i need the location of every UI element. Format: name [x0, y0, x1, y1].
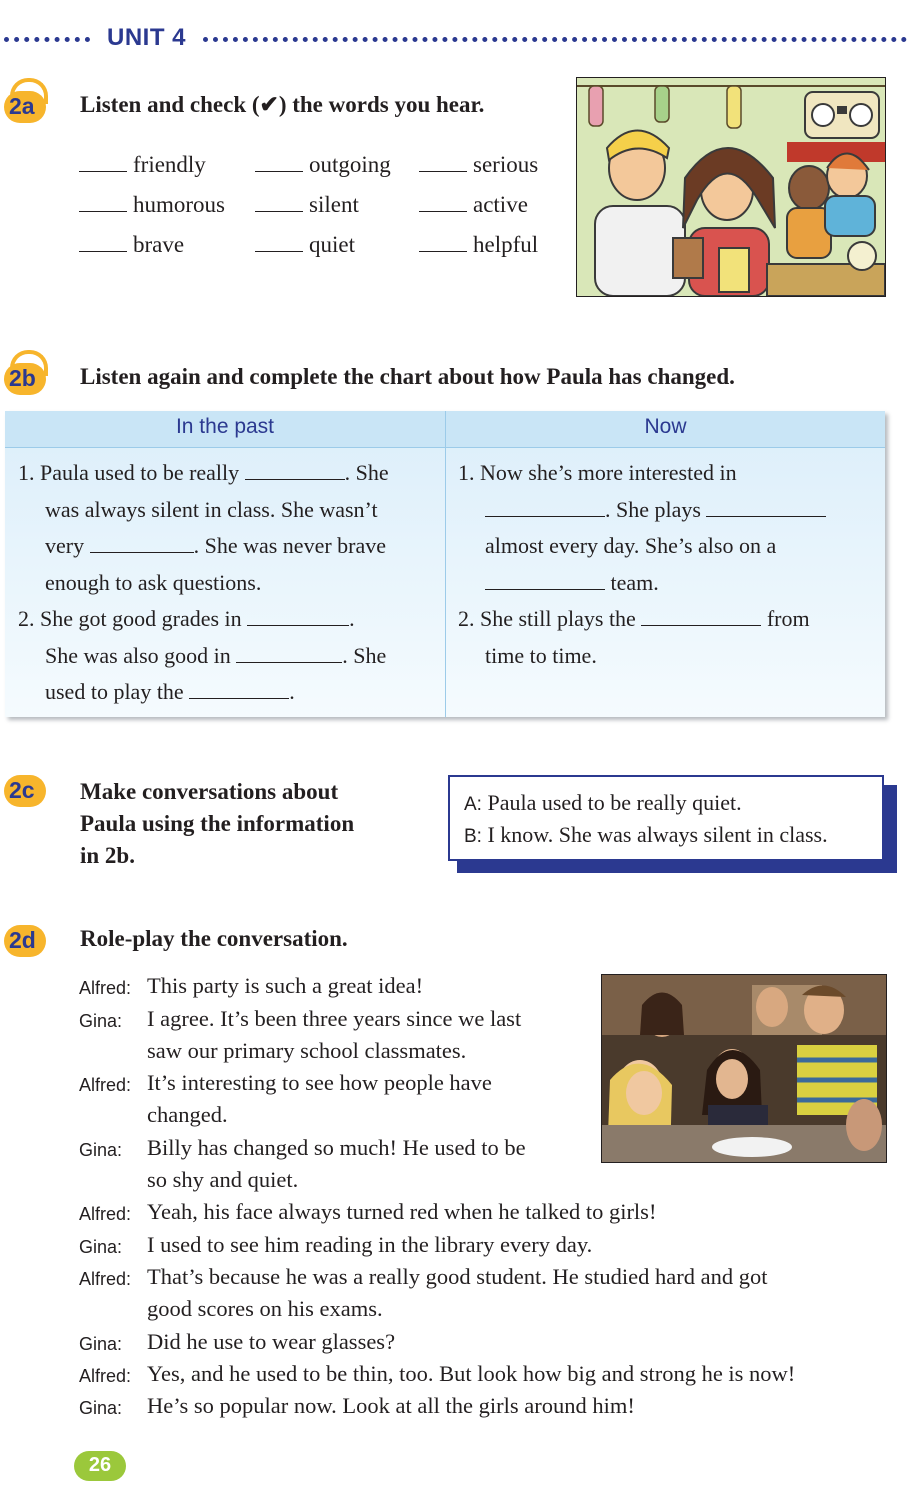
conversation-line: changed.	[147, 1102, 228, 1127]
section-2d-instruction: Role-play the conversation.	[80, 926, 348, 951]
section-2a-badge: 2a	[4, 91, 46, 123]
conversation-line: so shy and quiet.	[147, 1167, 299, 1192]
party-photo	[601, 974, 887, 1163]
example-conversation-box	[448, 775, 884, 861]
section-2c-badge: 2c	[4, 775, 46, 807]
answer-blank[interactable]	[706, 498, 826, 517]
speaker-label: Gina:	[79, 1140, 123, 1160]
section-2a-instruction: Listen and check (✔) the words you hear.	[80, 92, 485, 117]
conversation-line: Did he use to wear glasses?	[147, 1329, 396, 1354]
conversation-line: That’s because he was a really good student. He studied hard and got	[147, 1264, 768, 1289]
speaker-label: Gina:	[79, 1011, 123, 1031]
conversation-line: saw our primary school classmates.	[147, 1038, 467, 1063]
word-checkbox[interactable]: helpful	[419, 231, 538, 258]
chart-past-line: 1. Paula used to be really . She	[18, 460, 389, 485]
word-checkbox[interactable]: serious	[419, 151, 538, 178]
chart-now-line: . She plays	[485, 497, 826, 523]
chart-column-divider	[445, 411, 446, 717]
conversation-line: He’s so popular now. Look at all the girls around him!	[147, 1393, 635, 1418]
chart-now-line: 1. Now she’s more interested in	[458, 460, 737, 485]
chart-past-line: enough to ask questions.	[45, 570, 262, 595]
conversation-line: Yes, and he used to be thin, too. But look how big and strong he is now!	[147, 1361, 796, 1386]
unit-title: UNIT 4	[107, 24, 187, 51]
answer-blank[interactable]	[247, 607, 349, 626]
answer-blank[interactable]	[90, 534, 194, 553]
conversation-line: good scores on his exams.	[147, 1296, 383, 1321]
word-checkbox[interactable]: outgoing	[255, 151, 391, 178]
speaker-label: Alfred:	[79, 1204, 132, 1224]
chart-now-line: almost every day. She’s also on a	[485, 533, 777, 558]
chart-past-line: 2. She got good grades in .	[18, 606, 355, 631]
speaker-label: Alfred:	[79, 978, 132, 998]
answer-blank[interactable]	[641, 607, 761, 626]
party-illustration	[576, 77, 886, 297]
word-checkbox[interactable]: silent	[255, 191, 359, 218]
speaker-label: Gina:	[79, 1334, 123, 1354]
chart-past-line: was always silent in class. She wasn’t	[45, 497, 378, 522]
word-checkbox[interactable]: quiet	[255, 231, 355, 258]
chart-now-line: 2. She still plays the from	[458, 606, 810, 631]
example-line-b: B: I know. She was always silent in class.	[464, 822, 828, 847]
page-number: 26	[88, 1454, 112, 1476]
speaker-label: Alfred:	[79, 1075, 132, 1095]
word-checkbox[interactable]: brave	[79, 231, 184, 258]
chart-past-line: She was also good in . She	[45, 643, 387, 668]
header-dots-left	[4, 37, 90, 42]
conversation-line: Billy has changed so much! He used to be	[147, 1135, 526, 1160]
conversation-line: This party is such a great idea!	[147, 973, 424, 998]
speaker-label: Gina:	[79, 1398, 123, 1418]
section-2b-instruction: Listen again and complete the chart about how Paula has changed.	[80, 364, 735, 389]
conversation-line: I agree. It’s been three years since we last	[147, 1006, 522, 1031]
word-checkbox[interactable]: humorous	[79, 191, 225, 218]
change-chart	[5, 411, 885, 717]
word-checkbox[interactable]: active	[419, 191, 528, 218]
section-2d-badge: 2d	[4, 925, 46, 957]
conversation-line: It’s interesting to see how people have	[147, 1070, 492, 1095]
chart-past-line: used to play the .	[45, 679, 295, 704]
header-dots-right	[203, 37, 907, 42]
speaker-label: Alfred:	[79, 1366, 132, 1386]
word-checkbox[interactable]: friendly	[79, 151, 206, 178]
speaker-label: Alfred:	[79, 1269, 132, 1289]
chart-column-past: In the past	[175, 415, 275, 438]
conversation-line: Yeah, his face always turned red when he talked to girls!	[147, 1199, 657, 1224]
answer-blank[interactable]	[236, 644, 342, 663]
example-line-a: A: Paula used to be really quiet.	[464, 790, 742, 815]
answer-blank[interactable]	[245, 461, 345, 480]
conversation-line: I used to see him reading in the library every day.	[147, 1232, 593, 1257]
answer-blank[interactable]	[485, 571, 605, 590]
answer-blank[interactable]	[189, 680, 289, 699]
section-2c-instruction: Make conversations about Paula using the information in 2b.	[80, 779, 355, 868]
speaker-label: Gina:	[79, 1237, 123, 1257]
section-2b-badge: 2b	[4, 363, 46, 395]
chart-now-line: team.	[485, 570, 659, 596]
chart-column-now: Now	[644, 415, 687, 438]
chart-past-line: very . She was never brave	[45, 533, 387, 558]
answer-blank[interactable]	[485, 498, 605, 517]
chart-now-line: time to time.	[485, 643, 597, 668]
page-number-badge	[74, 1451, 126, 1481]
